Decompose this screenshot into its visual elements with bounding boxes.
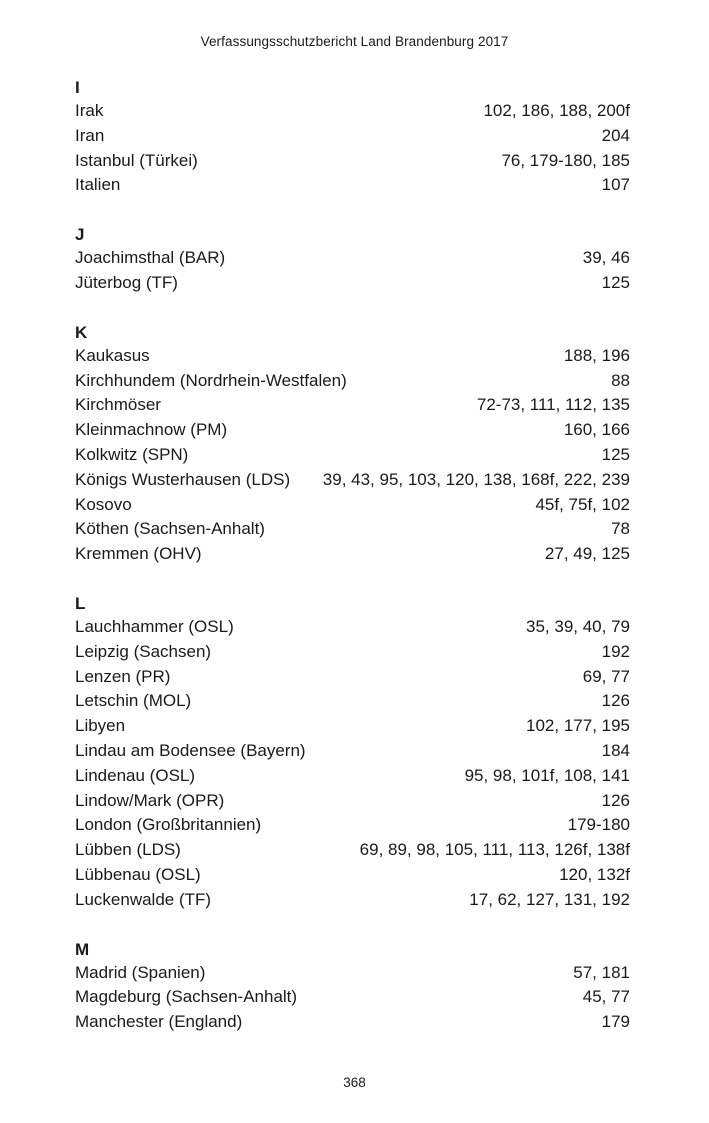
entry-term: Lindenau (OSL) (75, 765, 196, 785)
index-entry (75, 517, 630, 542)
index-entry (75, 838, 630, 863)
index-entry (75, 615, 630, 640)
index-entry (75, 863, 630, 888)
index-entry (75, 1010, 630, 1035)
index-section-k (75, 322, 630, 567)
entry-term: Istanbul (Türkei) (75, 150, 198, 170)
index-entry (75, 640, 630, 665)
entry-term: Lübbenau (OSL) (75, 864, 201, 884)
section-letter: M (75, 939, 90, 959)
entry-pages: 184 (601, 740, 630, 760)
entry-term: Joachimsthal (BAR) (75, 248, 226, 268)
index-entry (75, 714, 630, 739)
index-section-j (75, 224, 630, 296)
entry-term: Manchester (England) (75, 1012, 243, 1032)
entry-pages: 27, 49, 125 (544, 544, 630, 564)
entry-pages: 45f, 75f, 102 (535, 494, 630, 514)
index-entry (75, 173, 630, 198)
entry-term: Kirchhundem (Nordrhein-Westfalen) (75, 370, 347, 390)
index-entry (75, 246, 630, 271)
running-header: Verfassungsschutzbericht Land Brandenburg 2017 (200, 34, 509, 49)
index-entry (75, 271, 630, 296)
entry-term: Lindow/Mark (OPR) (75, 790, 225, 810)
entry-pages: 88 (611, 370, 630, 390)
entry-pages: 76, 179-180, 185 (501, 150, 630, 170)
entry-pages: 120, 132f (559, 864, 630, 884)
entry-pages: 78 (611, 519, 630, 539)
index-entry (75, 813, 630, 838)
index-entry (75, 418, 630, 443)
entry-pages: 204 (601, 125, 630, 145)
entry-pages: 107 (601, 175, 630, 195)
entry-term: Jüterbog (TF) (75, 272, 178, 292)
section-letter: L (75, 593, 86, 613)
index-section-l (75, 593, 630, 913)
index-entry (75, 689, 630, 714)
index-entry (75, 789, 630, 814)
entry-pages: 17, 62, 127, 131, 192 (469, 889, 630, 909)
entry-pages: 125 (601, 444, 630, 464)
entry-pages: 188, 196 (563, 345, 630, 365)
index-section-i (75, 77, 630, 198)
index-entry (75, 888, 630, 913)
entry-pages: 160, 166 (563, 420, 630, 440)
entry-term: London (Großbritannien) (75, 815, 262, 835)
entry-term: Libyen (75, 716, 126, 736)
entry-pages: 69, 89, 98, 105, 111, 113, 126f, 138f (359, 840, 630, 860)
index-entry (75, 739, 630, 764)
index-entry (75, 124, 630, 149)
index-entry (75, 369, 630, 394)
entry-term: Lauchhammer (OSL) (75, 616, 234, 636)
entry-pages: 35, 39, 40, 79 (526, 616, 630, 636)
entry-term: Iran (75, 125, 105, 145)
entry-pages: 125 (601, 272, 630, 292)
entry-pages: 126 (601, 691, 630, 711)
index-section-m (75, 939, 630, 1035)
entry-term: Lübben (LDS) (75, 840, 181, 860)
entry-term: Kremmen (OHV) (75, 544, 202, 564)
entry-term: Kosovo (75, 494, 132, 514)
index-entry (75, 393, 630, 418)
entry-pages: 39, 43, 95, 103, 120, 138, 168f, 222, 239 (322, 469, 630, 489)
index-entry (75, 542, 630, 567)
entry-term: Leipzig (Sachsen) (75, 641, 212, 661)
entry-term: Kleinmachnow (PM) (75, 420, 228, 440)
index-entry (75, 665, 630, 690)
entry-term: Kirchmöser (75, 395, 161, 415)
section-letter: J (75, 225, 85, 245)
index-entry (75, 764, 630, 789)
entry-pages: 69, 77 (582, 666, 630, 686)
index-entry (75, 961, 630, 986)
entry-term: Lenzen (PR) (75, 666, 171, 686)
entry-term: Madrid (Spanien) (75, 962, 206, 982)
page-number: 368 (343, 1075, 366, 1090)
entry-term: Italien (75, 175, 121, 195)
entry-term: Luckenwalde (TF) (75, 889, 212, 909)
entry-pages: 39, 46 (582, 248, 630, 268)
entry-term: Kolkwitz (SPN) (75, 444, 189, 464)
entry-pages: 102, 177, 195 (526, 716, 630, 736)
entry-pages: 179 (601, 1012, 630, 1032)
index-entry (75, 344, 630, 369)
index-entry (75, 468, 630, 493)
section-letter: I (75, 78, 80, 97)
entry-pages: 57, 181 (573, 962, 630, 982)
entry-term: Letschin (MOL) (75, 691, 192, 711)
index-entry (75, 493, 630, 518)
index-entry (75, 985, 630, 1010)
index-list (75, 77, 630, 1061)
entry-pages: 102, 186, 188, 200f (483, 101, 630, 120)
entry-pages: 45, 77 (582, 987, 630, 1007)
entry-pages: 179-180 (567, 815, 630, 835)
entry-term: Irak (75, 101, 104, 120)
entry-term: Kaukasus (75, 345, 150, 365)
index-entry (75, 443, 630, 468)
index-entry (75, 149, 630, 174)
entry-term: Königs Wusterhausen (LDS) (75, 469, 291, 489)
section-letter: K (75, 322, 88, 342)
entry-pages: 126 (601, 790, 630, 810)
entry-pages: 72-73, 111, 112, 135 (476, 395, 630, 415)
entry-term: Köthen (Sachsen-Anhalt) (75, 519, 265, 539)
entry-pages: 95, 98, 101f, 108, 141 (464, 765, 630, 785)
entry-pages: 192 (601, 641, 630, 661)
entry-term: Lindau am Bodensee (Bayern) (75, 740, 306, 760)
entry-term: Magdeburg (Sachsen-Anhalt) (75, 987, 298, 1007)
index-entry (75, 99, 630, 124)
